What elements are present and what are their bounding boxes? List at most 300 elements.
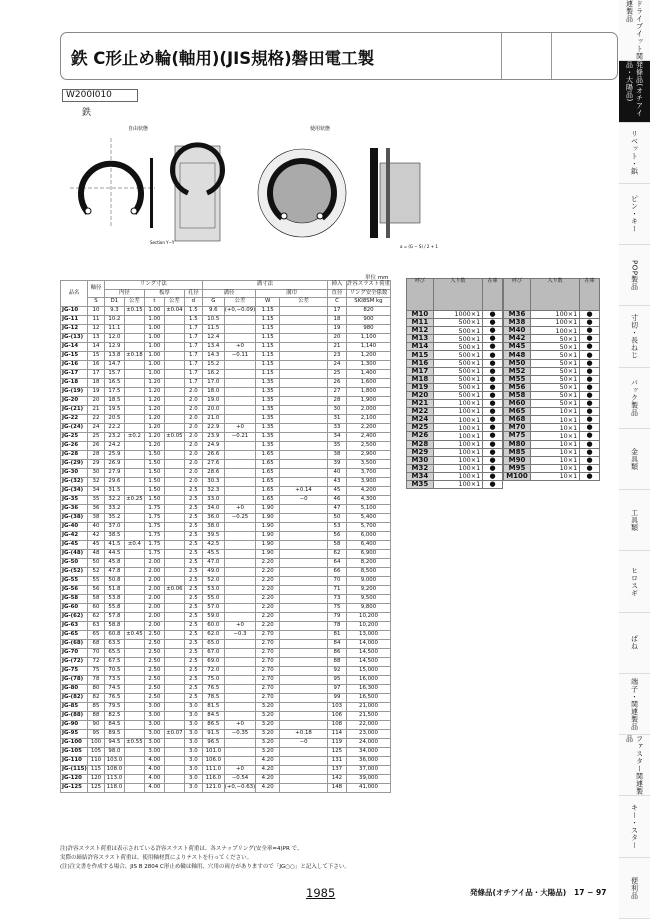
table-cell: 2.70 — [256, 684, 280, 693]
table-cell: 1.75 — [144, 504, 164, 513]
table-cell: 50.8 — [104, 576, 124, 585]
ring-in-use-drawing — [258, 149, 346, 237]
table-row — [61, 729, 391, 738]
stock-dot: ● — [580, 472, 600, 480]
table-cell: 2.00 — [144, 612, 164, 621]
table-cell: 118.0 — [104, 783, 124, 792]
table-cell: 2.00 — [144, 576, 164, 585]
order-qty: 10×1 — [530, 424, 579, 432]
table-cell: −0.35 — [224, 729, 255, 738]
table-cell — [164, 756, 184, 765]
tab-3[interactable]: ピン・キー — [619, 184, 650, 245]
table-row — [61, 639, 391, 648]
table-cell — [224, 333, 255, 342]
table-row — [61, 486, 391, 495]
table-row — [61, 567, 391, 576]
table-cell: 3.00 — [144, 729, 164, 738]
table-cell: 28 — [327, 396, 346, 405]
table-cell: 1.00 — [144, 315, 164, 324]
table-cell: 2.5 — [184, 540, 202, 549]
table-cell: 1.7 — [184, 324, 202, 333]
table-cell — [124, 513, 144, 522]
order-qty: 100×1 — [530, 319, 579, 327]
table-cell: 1.00 — [144, 324, 164, 333]
table-cell: 60.0 — [202, 621, 224, 630]
table-cell: JG-(34) — [61, 486, 88, 495]
stock-dot: ● — [483, 472, 503, 480]
table-cell: 2.5 — [184, 639, 202, 648]
order-size: M10 — [407, 311, 434, 319]
table-cell: JG-11 — [61, 315, 88, 324]
table-cell: JG-(115) — [61, 765, 88, 774]
table-cell: JG-(13) — [61, 333, 88, 342]
table-cell: 2.5 — [184, 576, 202, 585]
table-cell: 2.5 — [184, 675, 202, 684]
page-number: 1985 — [306, 886, 336, 900]
order-row — [504, 359, 600, 367]
table-cell: 99 — [327, 693, 346, 702]
table-row — [61, 522, 391, 531]
table-cell: 64 — [327, 558, 346, 567]
table-cell: 65.0 — [202, 639, 224, 648]
tab-1[interactable]: 発條品(オチアイ品・大陽品) — [619, 61, 650, 122]
table-cell: 35 — [327, 441, 346, 450]
tab-14[interactable]: 便利品 — [619, 858, 650, 919]
table-row — [61, 369, 391, 378]
tab-2[interactable]: リベット・鋲 — [619, 123, 650, 184]
table-cell — [164, 774, 184, 783]
table-cell: 2.20 — [256, 558, 280, 567]
table-cell: 46 — [327, 495, 346, 504]
order-qty: 500×1 — [433, 367, 482, 375]
table-cell: JG-10 — [61, 306, 88, 315]
order-qty: 10×1 — [530, 432, 579, 440]
table-cell: 2.70 — [256, 675, 280, 684]
table-cell: 3.0 — [184, 765, 202, 774]
table-row — [61, 783, 391, 792]
tab-7[interactable]: 金具類 — [619, 429, 650, 490]
table-cell: 4.20 — [256, 756, 280, 765]
table-cell: ±0.05 — [164, 432, 184, 441]
table-cell: 2,000 — [346, 405, 390, 414]
table-cell: 38 — [327, 450, 346, 459]
table-cell: 65.5 — [104, 648, 124, 657]
table-cell: 1.65 — [256, 450, 280, 459]
table-cell — [224, 441, 255, 450]
table-cell: 34.0 — [202, 504, 224, 513]
table-cell: 18 — [87, 378, 104, 387]
table-cell: 53 — [327, 522, 346, 531]
table-cell — [124, 414, 144, 423]
stock-dot: ● — [483, 311, 503, 319]
table-cell: 1,140 — [346, 342, 390, 351]
order-header-row — [407, 279, 503, 311]
table-cell: 1.65 — [256, 459, 280, 468]
header-d1: D1 — [104, 298, 124, 307]
table-cell: 2,500 — [346, 441, 390, 450]
order-qty: 100×1 — [433, 424, 482, 432]
table-cell: 1.7 — [184, 351, 202, 360]
table-cell: 2.20 — [256, 603, 280, 612]
order-size: M100 — [504, 472, 531, 480]
table-cell: 820 — [346, 306, 390, 315]
table-cell — [124, 324, 144, 333]
table-cell: 1.20 — [144, 414, 164, 423]
table-cell: 115 — [87, 765, 104, 774]
table-cell: 121.0 — [202, 783, 224, 792]
stock-dot: ● — [483, 448, 503, 456]
order-header-size: 呼び — [504, 279, 531, 311]
table-cell: 2.50 — [144, 666, 164, 675]
footer-category-text: 発條品(オチアイ品・大陽品) — [470, 888, 567, 897]
table-row — [61, 387, 391, 396]
table-cell: 60.8 — [104, 630, 124, 639]
order-row — [504, 343, 600, 351]
header-thick: 板厚 — [144, 289, 184, 298]
table-cell: 81 — [327, 630, 346, 639]
table-cell: 24,000 — [346, 738, 390, 747]
table-cell: 4.20 — [256, 774, 280, 783]
stock-dot: ● — [483, 400, 503, 408]
table-cell: 3.0 — [184, 747, 202, 756]
tab-5[interactable]: 寸切・長ねじ — [619, 306, 650, 367]
table-cell — [164, 342, 184, 351]
table-cell: 39,000 — [346, 774, 390, 783]
table-cell: 5,400 — [346, 513, 390, 522]
table-cell: 1.7 — [184, 378, 202, 387]
table-cell: 58.8 — [104, 621, 124, 630]
tab-9[interactable]: ヒロスギ — [619, 551, 650, 612]
table-cell — [224, 324, 255, 333]
table-cell: JG-(52) — [61, 567, 88, 576]
table-cell: 95 — [327, 675, 346, 684]
table-cell: 80 — [87, 684, 104, 693]
table-cell — [124, 441, 144, 450]
table-cell: JG-12 — [61, 324, 88, 333]
header-hole: 孔径 — [184, 289, 202, 298]
table-cell: 75 — [87, 666, 104, 675]
table-cell: 2.20 — [256, 567, 280, 576]
order-size: M25 — [407, 424, 434, 432]
table-cell — [224, 666, 255, 675]
table-cell: 2.50 — [144, 648, 164, 657]
order-qty: 50×1 — [530, 335, 579, 343]
order-row — [407, 440, 503, 448]
header-tol4: 公差 — [280, 298, 328, 307]
table-cell: 27.6 — [202, 459, 224, 468]
table-cell — [124, 657, 144, 666]
header-ring: リング寸法 — [104, 281, 202, 290]
table-cell: JG-105 — [61, 747, 88, 756]
table-cell — [124, 765, 144, 774]
table-cell: 2.50 — [144, 657, 164, 666]
table-cell: 55.0 — [202, 594, 224, 603]
table-cell — [164, 477, 184, 486]
table-cell: 95 — [87, 729, 104, 738]
table-cell — [124, 675, 144, 684]
order-size: M24 — [407, 416, 434, 424]
table-cell: 45.8 — [104, 558, 124, 567]
table-cell: 34 — [327, 432, 346, 441]
table-cell: JG-(29) — [61, 459, 88, 468]
table-cell — [280, 387, 328, 396]
table-cell — [224, 558, 255, 567]
table-cell — [164, 738, 184, 747]
table-cell: 22.2 — [104, 423, 124, 432]
table-cell: JG-(38) — [61, 513, 88, 522]
table-cell: JG-(88) — [61, 711, 88, 720]
table-cell — [280, 612, 328, 621]
tab-0[interactable]: ドライブイット関連製品 — [619, 0, 650, 61]
table-cell: 15 — [87, 351, 104, 360]
table-cell: 1.00 — [144, 333, 164, 342]
table-cell — [164, 711, 184, 720]
table-cell — [224, 684, 255, 693]
table-cell: 25 — [327, 369, 346, 378]
table-cell: 47.8 — [104, 567, 124, 576]
table-cell: 3,700 — [346, 468, 390, 477]
table-cell: 3.0 — [184, 720, 202, 729]
order-size: M50 — [504, 359, 531, 367]
table-cell — [224, 603, 255, 612]
table-cell: 3.00 — [144, 738, 164, 747]
tab-10[interactable]: ばね — [619, 613, 650, 674]
table-cell: 55.8 — [104, 603, 124, 612]
table-cell — [164, 414, 184, 423]
table-cell: JG-55 — [61, 576, 88, 585]
table-cell: 1,200 — [346, 351, 390, 360]
table-cell: JG-18 — [61, 378, 88, 387]
table-cell: 1.15 — [256, 369, 280, 378]
table-cell: 58 — [87, 594, 104, 603]
order-size: M48 — [504, 351, 531, 359]
table-cell: 58 — [327, 540, 346, 549]
table-row — [61, 414, 391, 423]
table-cell — [124, 558, 144, 567]
table-cell — [164, 567, 184, 576]
header-s: S — [87, 298, 104, 307]
table-cell: 31.5 — [104, 486, 124, 495]
table-cell — [280, 423, 328, 432]
stock-dot: ● — [483, 375, 503, 383]
table-cell: 2.0 — [184, 459, 202, 468]
table-cell — [164, 549, 184, 558]
tab-13[interactable]: キー・スター — [619, 796, 650, 857]
table-cell: 11 — [87, 315, 104, 324]
table-row — [61, 774, 391, 783]
table-cell — [164, 387, 184, 396]
table-cell — [164, 315, 184, 324]
order-size: M45 — [504, 343, 531, 351]
tab-12[interactable]: ファスター関連製品 — [619, 735, 650, 796]
table-cell: 19 — [87, 387, 104, 396]
table-cell — [280, 396, 328, 405]
table-cell: 3.20 — [256, 738, 280, 747]
table-cell — [164, 405, 184, 414]
table-cell: 1.35 — [256, 387, 280, 396]
table-cell: 37,000 — [346, 765, 390, 774]
table-cell: 33 — [327, 423, 346, 432]
table-row — [61, 747, 391, 756]
table-cell: 14,500 — [346, 648, 390, 657]
table-cell: JG-40 — [61, 522, 88, 531]
table-cell — [124, 684, 144, 693]
table-cell: JG-75 — [61, 666, 88, 675]
header-tol: 公差 — [124, 298, 144, 307]
order-qty: 10×1 — [530, 448, 579, 456]
table-cell: 1.5 — [184, 306, 202, 315]
order-size: M58 — [504, 391, 531, 399]
table-cell: 2.00 — [144, 621, 164, 630]
order-size: M65 — [504, 408, 531, 416]
table-cell: 36 — [87, 504, 104, 513]
table-row — [61, 396, 391, 405]
table-cell: 90 — [87, 720, 104, 729]
table-cell: 1.00 — [144, 351, 164, 360]
tab-11[interactable]: 端子・関連製品 — [619, 674, 650, 735]
table-cell: 25.9 — [104, 450, 124, 459]
order-row — [504, 351, 600, 359]
tab-8[interactable]: 工具類 — [619, 490, 650, 551]
table-cell — [280, 747, 328, 756]
order-qty: 100×1 — [433, 448, 482, 456]
table-cell — [224, 459, 255, 468]
table-cell: 32.3 — [202, 486, 224, 495]
order-qty: 100×1 — [530, 327, 579, 335]
table-cell: 86.5 — [202, 720, 224, 729]
stock-dot: ● — [580, 311, 600, 319]
table-cell: 17.0 — [202, 378, 224, 387]
table-cell: 53.8 — [104, 594, 124, 603]
table-cell: 56 — [87, 585, 104, 594]
table-cell — [224, 639, 255, 648]
table-cell: 3.20 — [256, 747, 280, 756]
table-cell: JG-(68) — [61, 639, 88, 648]
unit-label: 単位 mm — [365, 275, 389, 281]
table-cell: 96.5 — [202, 738, 224, 747]
table-cell: −0.21 — [224, 432, 255, 441]
page-title: 鉄 C形止め輪(軸用)(JIS規格)磐田電工製 — [71, 49, 375, 68]
table-row — [61, 306, 391, 315]
table-cell — [124, 621, 144, 630]
table-cell — [280, 567, 328, 576]
table-cell: 2.5 — [184, 666, 202, 675]
table-cell: −0 — [280, 738, 328, 747]
table-cell: 1.20 — [144, 441, 164, 450]
order-size: M20 — [407, 391, 434, 399]
table-cell — [164, 468, 184, 477]
table-row — [61, 549, 391, 558]
table-cell: 76.5 — [104, 693, 124, 702]
table-cell — [224, 756, 255, 765]
table-cell: 40 — [327, 468, 346, 477]
table-cell: 38.0 — [202, 522, 224, 531]
table-cell: 51.8 — [104, 585, 124, 594]
side-tabs — [619, 0, 650, 919]
table-cell — [224, 522, 255, 531]
table-cell: 12.9 — [104, 342, 124, 351]
table-cell: JG-(19) — [61, 387, 88, 396]
table-cell — [280, 459, 328, 468]
table-row — [61, 315, 391, 324]
table-cell — [164, 648, 184, 657]
table-cell: 89.5 — [104, 729, 124, 738]
table-cell — [224, 414, 255, 423]
table-cell: 1.00 — [144, 306, 164, 315]
technical-drawing — [60, 118, 438, 266]
order-size: M16 — [407, 359, 434, 367]
table-cell — [164, 450, 184, 459]
table-cell — [164, 441, 184, 450]
table-cell: JG-65 — [61, 630, 88, 639]
order-size: M28 — [407, 440, 434, 448]
table-cell: 26 — [87, 441, 104, 450]
table-cell: −0.25 — [224, 513, 255, 522]
table-cell — [164, 378, 184, 387]
order-qty: 500×1 — [433, 359, 482, 367]
table-cell: ±0.4 — [124, 540, 144, 549]
table-cell: 62 — [87, 612, 104, 621]
table-cell: 59.0 — [202, 612, 224, 621]
order-size: M55 — [504, 375, 531, 383]
table-cell — [164, 369, 184, 378]
table-cell: 49.0 — [202, 567, 224, 576]
table-cell: 15.2 — [202, 360, 224, 369]
table-cell: 36,000 — [346, 756, 390, 765]
table-row — [61, 423, 391, 432]
order-qty: 50×1 — [530, 383, 579, 391]
table-cell — [164, 621, 184, 630]
order-qty: 500×1 — [433, 383, 482, 391]
header-tol3: 公差 — [224, 298, 255, 307]
table-cell: 22.9 — [202, 423, 224, 432]
table-cell: 2,100 — [346, 414, 390, 423]
table-cell: 30 — [87, 468, 104, 477]
order-size: M11 — [407, 319, 434, 327]
table-cell: 45 — [87, 540, 104, 549]
table-cell: 2.0 — [184, 414, 202, 423]
table-cell: 3.00 — [144, 747, 164, 756]
table-cell: JG-(62) — [61, 612, 88, 621]
header-inner: 内径 — [104, 289, 144, 298]
table-cell — [164, 558, 184, 567]
table-cell — [164, 486, 184, 495]
table-cell: 114 — [327, 729, 346, 738]
table-row — [61, 666, 391, 675]
table-cell: 2.50 — [144, 639, 164, 648]
table-cell — [124, 702, 144, 711]
table-row — [61, 333, 391, 342]
order-qty: 100×1 — [433, 440, 482, 448]
tab-6[interactable]: バック製品 — [619, 368, 650, 429]
stock-dot: ● — [483, 416, 503, 424]
table-cell: 1.00 — [144, 369, 164, 378]
tab-4[interactable]: POP製品 — [619, 245, 650, 306]
table-cell: 12.4 — [202, 333, 224, 342]
table-cell — [124, 486, 144, 495]
table-cell: 25 — [87, 432, 104, 441]
table-cell — [280, 585, 328, 594]
table-cell — [164, 657, 184, 666]
table-cell: ±0.06 — [164, 585, 184, 594]
stock-dot: ● — [580, 424, 600, 432]
table-row — [61, 630, 391, 639]
table-cell — [280, 450, 328, 459]
note-line: (注)注文書を作成する場合、JIS B 2804 C形止め輪は軸用、穴用の両方がありますので「JG○○」と記入して下さい。 — [60, 864, 350, 870]
table-cell — [224, 369, 255, 378]
table-cell: 22 — [87, 414, 104, 423]
table-cell: 1.7 — [184, 360, 202, 369]
